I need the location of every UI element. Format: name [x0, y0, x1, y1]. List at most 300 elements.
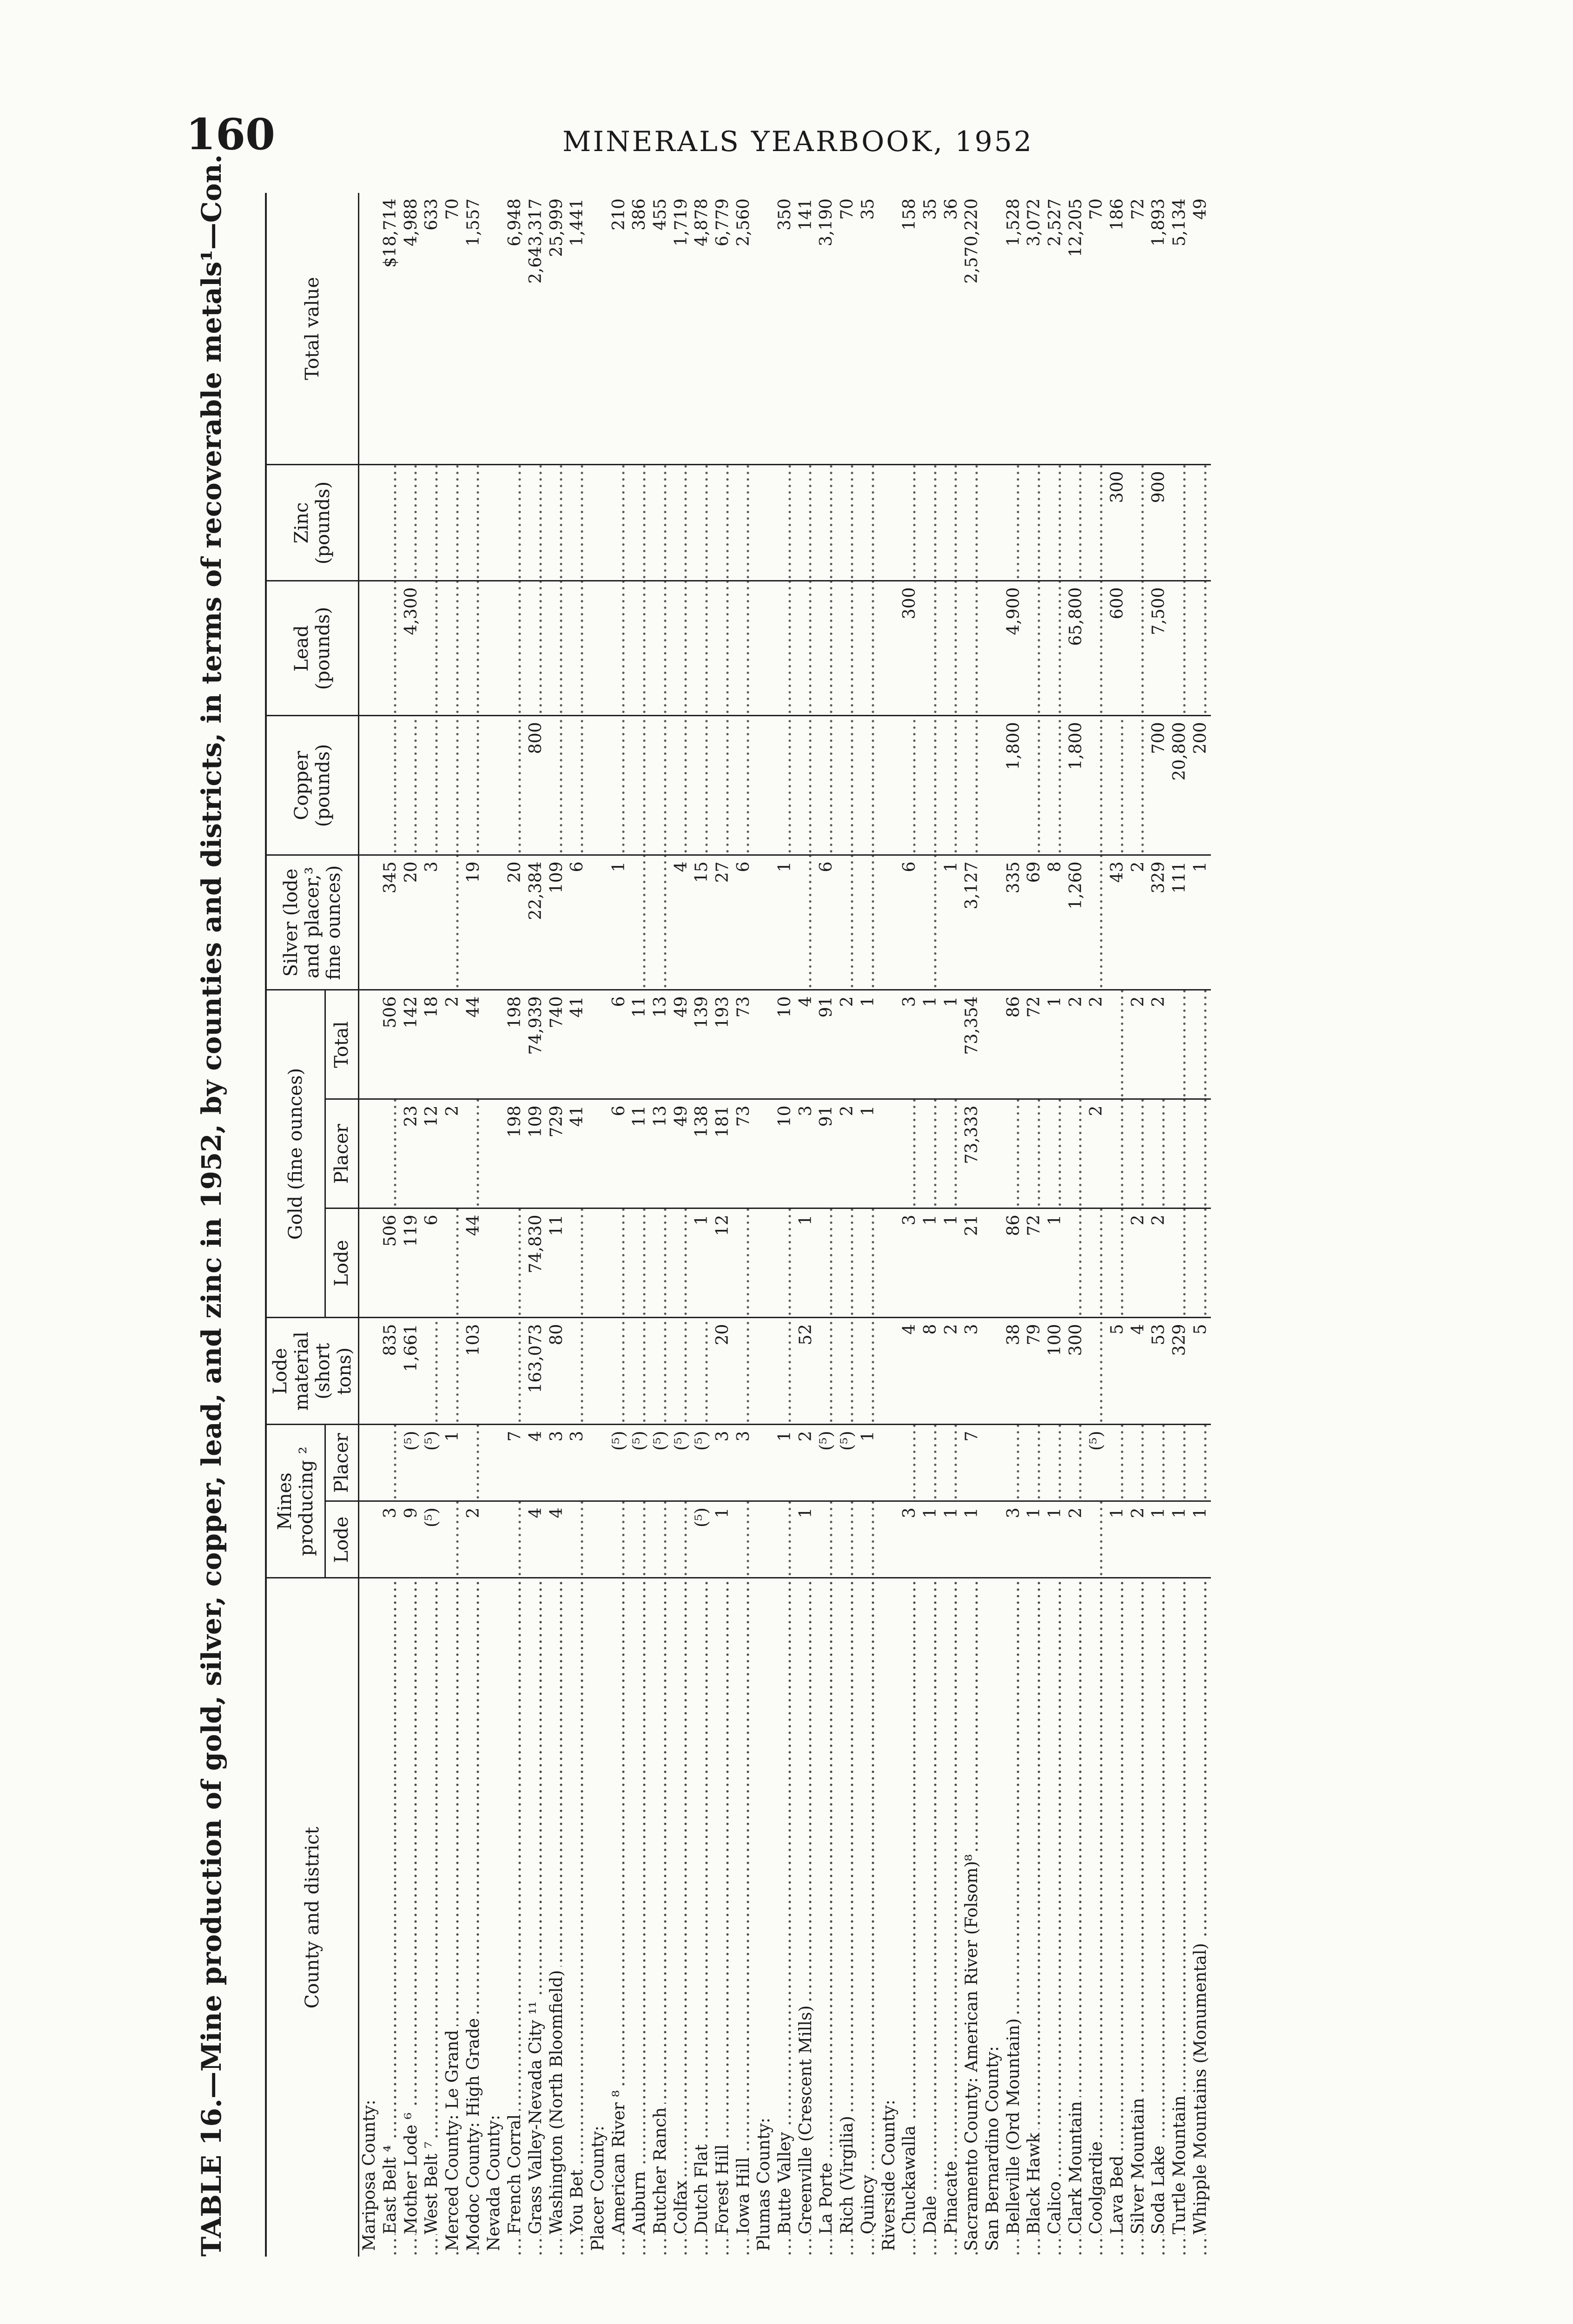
cell-silver: 1 [608, 855, 629, 990]
cell-silver: 2 [1128, 855, 1149, 990]
cell-gold-lode [983, 1208, 1004, 1318]
row-label-text: Greenville (Crescent Mills) [796, 2002, 815, 2234]
cell-copper [920, 716, 941, 855]
cell-lode: 1 [1045, 1501, 1066, 1578]
cell-zinc [380, 465, 401, 581]
cell-lode: (⁵) [692, 1501, 713, 1578]
cell-gold-placer [754, 1099, 775, 1208]
cell-gold-lode: 119 [401, 1208, 422, 1318]
cell-gold-lode [754, 1208, 775, 1318]
cell-lode: 4 [546, 1501, 567, 1578]
cell-gold-lode [443, 1208, 463, 1318]
cell-lead: 65,800 [1065, 581, 1086, 716]
cell-silver [359, 855, 380, 990]
cell-total-value: 49 [1190, 193, 1211, 465]
header-gold-lode: Lode [325, 1208, 358, 1318]
table-row [671, 193, 692, 2257]
cell-total-value: 6,779 [713, 193, 734, 465]
cell-placer: 7 [505, 1425, 526, 1501]
cell-gold-placer [380, 1099, 401, 1208]
cell-lead: 4,300 [401, 581, 422, 716]
cell-lode: 2 [463, 1501, 484, 1578]
cell-gold-total: 142 [401, 990, 422, 1099]
cell-copper [754, 716, 775, 855]
cell-total-value [484, 193, 505, 465]
header-gold-total: Total [325, 990, 358, 1099]
cell-lode-material [879, 1318, 899, 1425]
cell-gold-total: 3 [899, 990, 920, 1099]
cell-lode-material [1086, 1318, 1107, 1425]
cell-gold-total: 740 [546, 990, 567, 1099]
row-label [1065, 1578, 1086, 2257]
cell-lode [754, 1501, 775, 1578]
cell-gold-total: 1 [1045, 990, 1066, 1099]
cell-gold-lode: 506 [380, 1208, 401, 1318]
cell-gold-placer: 2 [443, 1099, 463, 1208]
cell-gold-placer [1190, 1099, 1211, 1208]
header-county: County and district [266, 1578, 359, 2257]
cell-silver: 19 [463, 855, 484, 990]
cell-copper: 200 [1190, 716, 1211, 855]
cell-gold-placer [1045, 1099, 1066, 1208]
header-gold-placer: Placer [325, 1099, 358, 1208]
cell-lode [775, 1501, 796, 1578]
cell-gold-lode: 21 [962, 1208, 983, 1318]
cell-total-value: 3,190 [816, 193, 837, 465]
cell-zinc [1065, 465, 1086, 581]
cell-lead [1024, 581, 1045, 716]
cell-lode: 1 [795, 1501, 816, 1578]
cell-lode-material [359, 1318, 380, 1425]
cell-total-value: 1,893 [1149, 193, 1170, 465]
table-row [1065, 193, 1086, 2257]
cell-lode-material [629, 1318, 650, 1425]
cell-zinc [920, 465, 941, 581]
cell-copper: 700 [1149, 716, 1170, 855]
cell-gold-lode [629, 1208, 650, 1318]
row-label-text: Mother Lode ⁶ [402, 2109, 421, 2234]
cell-gold-placer: 23 [401, 1099, 422, 1208]
header-copper: Copper (pounds) [266, 716, 359, 855]
cell-lode-material: 300 [1065, 1318, 1086, 1425]
cell-copper [713, 716, 734, 855]
cell-total-value: 350 [775, 193, 796, 465]
cell-lead [650, 581, 671, 716]
row-label [775, 1578, 796, 2257]
row-label [692, 1578, 713, 2257]
row-label-text: Grass Valley-Nevada City ¹¹ [526, 1997, 545, 2234]
cell-gold-lode [858, 1208, 879, 1318]
cell-placer [1149, 1425, 1170, 1501]
cell-silver [920, 855, 941, 990]
cell-gold-placer: 3 [795, 1099, 816, 1208]
cell-lode-material: 3 [962, 1318, 983, 1425]
cell-lode-material: 4 [1128, 1318, 1149, 1425]
table-row [1045, 193, 1066, 2257]
cell-copper [733, 716, 754, 855]
cell-lode-material: 5 [1190, 1318, 1211, 1425]
cell-total-value [983, 193, 1004, 465]
cell-zinc [650, 465, 671, 581]
cell-placer: (⁵) [608, 1425, 629, 1501]
cell-lode [443, 1501, 463, 1578]
cell-placer: (⁵) [837, 1425, 858, 1501]
row-label-text: Clark Mountain [1066, 2097, 1085, 2234]
cell-gold-lode: 86 [1003, 1208, 1024, 1318]
row-label [1086, 1578, 1107, 2257]
cell-total-value: 2,560 [733, 193, 754, 465]
cell-gold-total [983, 990, 1004, 1099]
cell-lode [671, 1501, 692, 1578]
cell-total-value: $18,714 [380, 193, 401, 465]
row-label [941, 1578, 962, 2257]
cell-zinc [1024, 465, 1045, 581]
row-label [1149, 1578, 1170, 2257]
cell-lode: 1 [941, 1501, 962, 1578]
cell-silver: 6 [899, 855, 920, 990]
cell-gold-lode: 2 [1128, 1208, 1149, 1318]
row-label [858, 1578, 879, 2257]
cell-total-value: 12,205 [1065, 193, 1086, 465]
row-label [816, 1578, 837, 2257]
cell-gold-lode [775, 1208, 796, 1318]
cell-zinc [1190, 465, 1211, 581]
cell-copper [1024, 716, 1045, 855]
row-label-text: Auburn [630, 2167, 649, 2234]
row-label-text: Washington (North Bloomfield) [547, 1967, 566, 2234]
cell-zinc [1003, 465, 1024, 581]
cell-gold-lode: 6 [422, 1208, 443, 1318]
table-row [754, 193, 775, 2257]
cell-gold-placer: 73,333 [962, 1099, 983, 1208]
cell-zinc [983, 465, 1004, 581]
cell-placer: 4 [526, 1425, 547, 1501]
table-row [650, 193, 671, 2257]
cell-lode-material: 100 [1045, 1318, 1066, 1425]
cell-lode-material [588, 1318, 609, 1425]
cell-zinc [443, 465, 463, 581]
cell-gold-total: 49 [671, 990, 692, 1099]
cell-gold-placer [588, 1099, 609, 1208]
cell-zinc [692, 465, 713, 581]
row-label-text: Pinacate [942, 2157, 961, 2234]
cell-lead [1190, 581, 1211, 716]
row-label-text: Modoc County: High Grade [464, 2014, 483, 2251]
cell-gold-placer: 138 [692, 1099, 713, 1208]
cell-zinc [733, 465, 754, 581]
cell-total-value: 210 [608, 193, 629, 465]
table-row [567, 193, 588, 2257]
cell-placer: (⁵) [816, 1425, 837, 1501]
cell-gold-placer [899, 1099, 920, 1208]
cell-copper [816, 716, 837, 855]
cell-gold-lode [567, 1208, 588, 1318]
cell-placer: (⁵) [692, 1425, 713, 1501]
cell-gold-placer [983, 1099, 1004, 1208]
row-label-text: Belleville (Ord Mountain) [1004, 2014, 1023, 2234]
cell-gold-total: 10 [775, 990, 796, 1099]
cell-silver: 1 [941, 855, 962, 990]
cell-zinc [401, 465, 422, 581]
header-zinc: Zinc (pounds) [266, 465, 359, 581]
cell-lode-material [816, 1318, 837, 1425]
table-row [484, 193, 505, 2257]
cell-placer [899, 1425, 920, 1501]
cell-gold-lode: 72 [1024, 1208, 1045, 1318]
cell-silver: 111 [1170, 855, 1190, 990]
cell-copper [380, 716, 401, 855]
cell-copper [899, 716, 920, 855]
cell-placer [754, 1425, 775, 1501]
row-label-text: Quincy [859, 2171, 878, 2234]
cell-total-value: 455 [650, 193, 671, 465]
row-label-text: Colfax [672, 2177, 691, 2234]
row-label [401, 1578, 422, 2257]
cell-placer [1128, 1425, 1149, 1501]
cell-silver: 22,384 [526, 855, 547, 990]
cell-gold-total: 91 [816, 990, 837, 1099]
row-label-text: Lava Bed [1108, 2152, 1127, 2234]
cell-silver [754, 855, 775, 990]
cell-gold-lode: 11 [546, 1208, 567, 1318]
cell-placer: (⁵) [671, 1425, 692, 1501]
cell-copper: 800 [526, 716, 547, 855]
cell-total-value: 386 [629, 193, 650, 465]
cell-silver [484, 855, 505, 990]
cell-total-value: 1,719 [671, 193, 692, 465]
cell-lode-material: 329 [1170, 1318, 1190, 1425]
cell-copper [1128, 716, 1149, 855]
cell-zinc [816, 465, 837, 581]
cell-placer: 3 [713, 1425, 734, 1501]
cell-silver [858, 855, 879, 990]
row-label [422, 1578, 443, 2257]
cell-gold-total [1190, 990, 1211, 1099]
cell-gold-total: 1 [920, 990, 941, 1099]
cell-silver: 1,260 [1065, 855, 1086, 990]
cell-total-value: 2,570,220 [962, 193, 983, 465]
cell-gold-total [359, 990, 380, 1099]
cell-copper [941, 716, 962, 855]
cell-lead [1086, 581, 1107, 716]
cell-lead [983, 581, 1004, 716]
table-row [1190, 193, 1211, 2257]
table-row [816, 193, 837, 2257]
cell-gold-lode [484, 1208, 505, 1318]
cell-gold-placer [879, 1099, 899, 1208]
cell-gold-lode [816, 1208, 837, 1318]
row-label [1128, 1578, 1149, 2257]
header-mines: Mines producing ² [266, 1425, 325, 1578]
cell-zinc [713, 465, 734, 581]
cell-placer [983, 1425, 1004, 1501]
row-label-text: Butcher Ranch [651, 2104, 670, 2234]
cell-total-value: 35 [858, 193, 879, 465]
row-label-text: Soda Lake [1149, 2142, 1168, 2234]
table-row [546, 193, 567, 2257]
cell-placer [1190, 1425, 1211, 1501]
cell-silver [650, 855, 671, 990]
cell-placer [1107, 1425, 1128, 1501]
table-row [1086, 193, 1107, 2257]
table-row [359, 193, 380, 2257]
cell-copper [484, 716, 505, 855]
cell-lode-material: 79 [1024, 1318, 1045, 1425]
cell-copper [546, 716, 567, 855]
cell-zinc [1045, 465, 1066, 581]
row-label [608, 1578, 629, 2257]
cell-copper [775, 716, 796, 855]
table-row [713, 193, 734, 2257]
cell-silver: 1 [775, 855, 796, 990]
cell-lode [1086, 1501, 1107, 1578]
cell-lead: 300 [899, 581, 920, 716]
cell-gold-total: 1 [941, 990, 962, 1099]
cell-gold-total: 73 [733, 990, 754, 1099]
table-row [692, 193, 713, 2257]
cell-lode-material [484, 1318, 505, 1425]
row-label-text: Forest Hill [713, 2140, 732, 2234]
cell-copper [567, 716, 588, 855]
cell-lead [1128, 581, 1149, 716]
cell-silver: 20 [505, 855, 526, 990]
cell-zinc [962, 465, 983, 581]
row-label-text: Turtle Mountain [1170, 2092, 1189, 2234]
cell-lode-material [837, 1318, 858, 1425]
cell-lode: 2 [1128, 1501, 1149, 1578]
row-label [713, 1578, 734, 2257]
row-label-text: Placer County: [588, 2122, 608, 2251]
cell-copper [608, 716, 629, 855]
cell-placer [484, 1425, 505, 1501]
cell-copper: 20,800 [1170, 716, 1190, 855]
cell-lead [1045, 581, 1066, 716]
cell-lode-material [858, 1318, 879, 1425]
table-row [526, 193, 547, 2257]
table-row [733, 193, 754, 2257]
cell-lead [629, 581, 650, 716]
table-row [1003, 193, 1024, 2257]
cell-lode: 3 [1003, 1501, 1024, 1578]
row-label [629, 1578, 650, 2257]
cell-total-value: 1,557 [463, 193, 484, 465]
cell-gold-placer: 2 [837, 1099, 858, 1208]
cell-copper [837, 716, 858, 855]
cell-gold-total: 72 [1024, 990, 1045, 1099]
cell-placer: (⁵) [1086, 1425, 1107, 1501]
cell-gold-placer [920, 1099, 941, 1208]
row-label [463, 1578, 484, 2257]
table-row [1024, 193, 1045, 2257]
cell-gold-placer: 41 [567, 1099, 588, 1208]
cell-copper [401, 716, 422, 855]
row-label-text: Black Hawk [1024, 2129, 1044, 2234]
row-label-text: Mariposa County: [360, 2096, 379, 2251]
cell-lode-material: 53 [1149, 1318, 1170, 1425]
row-label-text: Iowa Hill [734, 2153, 753, 2234]
cell-gold-placer: 198 [505, 1099, 526, 1208]
cell-lead [484, 581, 505, 716]
cell-zinc [754, 465, 775, 581]
cell-gold-total: 2 [443, 990, 463, 1099]
cell-gold-total: 44 [463, 990, 484, 1099]
cell-silver: 1 [1190, 855, 1211, 990]
row-label [837, 1578, 858, 2257]
cell-total-value: 70 [1086, 193, 1107, 465]
cell-total-value: 633 [422, 193, 443, 465]
cell-gold-placer [484, 1099, 505, 1208]
cell-zinc [899, 465, 920, 581]
row-label-text: Rich (Virgilia) [838, 2112, 857, 2234]
cell-lead [1170, 581, 1190, 716]
cell-gold-placer: 73 [733, 1099, 754, 1208]
cell-copper [650, 716, 671, 855]
cell-copper [879, 716, 899, 855]
cell-copper: 1,800 [1003, 716, 1024, 855]
cell-lode: 1 [1190, 1501, 1211, 1578]
cell-lode: 1 [1170, 1501, 1190, 1578]
cell-gold-lode: 12 [713, 1208, 734, 1318]
cell-total-value: 72 [1128, 193, 1149, 465]
cell-lead [463, 581, 484, 716]
row-label [1107, 1578, 1128, 2257]
cell-lead [713, 581, 734, 716]
cell-copper [1107, 716, 1128, 855]
cell-gold-lode: 3 [899, 1208, 920, 1318]
cell-lode: 3 [899, 1501, 920, 1578]
cell-lode: 2 [1065, 1501, 1086, 1578]
cell-total-value: 6,948 [505, 193, 526, 465]
cell-copper [795, 716, 816, 855]
cell-total-value: 70 [837, 193, 858, 465]
cell-placer [879, 1425, 899, 1501]
cell-gold-placer [1107, 1099, 1128, 1208]
cell-silver [588, 855, 609, 990]
table-row [629, 193, 650, 2257]
cell-lode: 9 [401, 1501, 422, 1578]
cell-lode [567, 1501, 588, 1578]
cell-lode [879, 1501, 899, 1578]
cell-gold-total: 73,354 [962, 990, 983, 1099]
row-label [546, 1578, 567, 2257]
table-row [1149, 193, 1170, 2257]
cell-zinc [608, 465, 629, 581]
cell-gold-placer: 12 [422, 1099, 443, 1208]
row-label-text: Dale [921, 2192, 940, 2234]
row-label [754, 1578, 775, 2257]
cell-gold-placer: 1 [858, 1099, 879, 1208]
cell-lode [837, 1501, 858, 1578]
cell-zinc [422, 465, 443, 581]
cell-gold-placer: 2 [1086, 1099, 1107, 1208]
table-row [443, 193, 463, 2257]
table-row [941, 193, 962, 2257]
row-label [1024, 1578, 1045, 2257]
row-label-text: Whipple Mountains (Monumental) [1191, 1939, 1210, 2234]
cell-gold-lode [505, 1208, 526, 1318]
cell-lode-material: 4 [899, 1318, 920, 1425]
table-caption: TABLE 16.—Mine production of gold, silver, copper, lead, and zinc in 1952, by counties and districts, in terms of recoverable metals¹—Con. [196, 154, 227, 2257]
cell-lode-material [754, 1318, 775, 1425]
cell-lead [962, 581, 983, 716]
cell-silver: 8 [1045, 855, 1066, 990]
cell-zinc [1170, 465, 1190, 581]
cell-gold-total: 41 [567, 990, 588, 1099]
cell-zinc [629, 465, 650, 581]
cell-lode-material [567, 1318, 588, 1425]
cell-gold-lode [1065, 1208, 1086, 1318]
cell-lode: 1 [962, 1501, 983, 1578]
